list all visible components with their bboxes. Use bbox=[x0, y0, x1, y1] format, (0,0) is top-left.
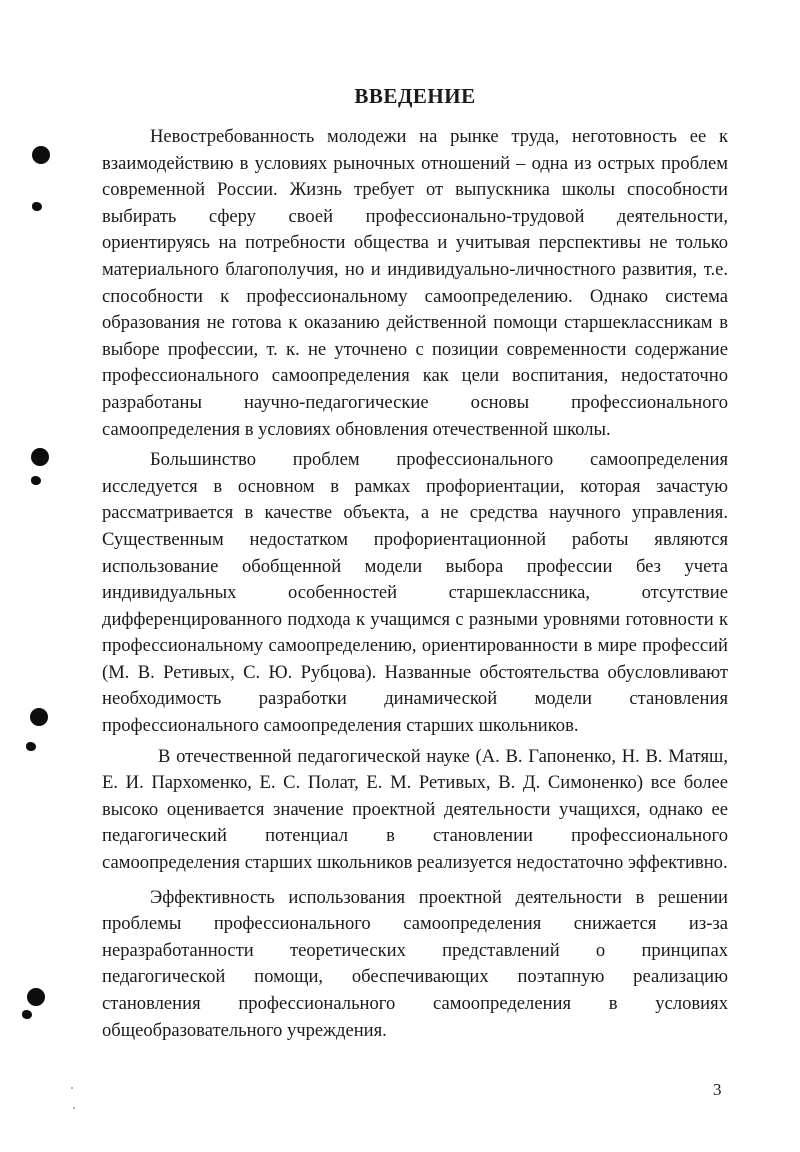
paragraph-2: Большинство проблем профессионального самоопределения исследуется в основном в рамках профориентации, которая зачастую рассматривается в качестве объекта, а не средства научного управления. Существенным недостатком профориентационной работы являются использование обобщенной модели выбора профессии без учета индивидуальных особенностей старшеклассника, отсутствие дифференцированного подхода к учащимся с разными уровнями готовности к профессиональному самоопределению, ориентированности в мире профессий (М. В. Ретивых, С. Ю. Рубцова). Названные обстоятельства обусловливают необходимость разработки динамической модели становления профессионального самоопределения старших школьников. bbox=[102, 449, 728, 737]
punch-hole-mark bbox=[32, 202, 42, 211]
punch-hole-mark bbox=[31, 448, 49, 466]
punch-hole-mark bbox=[26, 742, 36, 751]
paragraph-1: Невостребованность молодежи на рынке труда, неготовность ее к взаимодействию в условиях рыночных отношений – одна из острых проблем современной России. Жизнь требует от выпускника школы способности выбирать сферу своей профессионально-трудовой деятельности, ориентируясь на потребности общества и учитывая перспективы не только материального благополучия, но и индивидуально-личностного развития, т.е. способности к профессиональному самоопределению. Однако система образования не готова к оказанию действенной помощи старшеклассникам в выборе профессии, т. к. не уточнено с позиции современности содержание профессионального самоопределения как цели воспитания, недостаточно разработаны научно-педагогические основы профессионального самоопределения в условиях обновления отечественной школы. bbox=[102, 126, 728, 440]
body-text bbox=[102, 124, 728, 1044]
punch-hole-mark bbox=[31, 476, 41, 485]
paragraph-3: В отечественной педагогической науке (А. В. Гапоненко, Н. В. Матяш, Е. И. Пархоменко, Е. С. Полат, Е. М. Ретивых, В. Д. Симоненко) все более высоко оценивается значение проектной деятельности учащихся, однако ее педагогический потенциал в становлении профессионального самоопределения старших школьников реализуется недостаточно эффективно. bbox=[102, 745, 728, 874]
scan-speck bbox=[73, 1107, 75, 1109]
punch-hole-mark bbox=[27, 988, 45, 1006]
page-title: ВВЕДЕНИЕ bbox=[354, 84, 476, 108]
page-number: 3 bbox=[713, 1080, 722, 1099]
scan-speck bbox=[71, 1087, 73, 1089]
punch-hole-mark bbox=[30, 708, 48, 726]
punch-hole-mark bbox=[22, 1010, 32, 1019]
punch-hole-mark bbox=[32, 146, 50, 164]
paragraph-4: Эффективность использования проектной деятельности в решении проблемы профессионального самоопределения снижается из-за неразработанности теоретических представлений о принципах педагогической помощи, обеспечивающих поэтапную реализацию становления профессионального самоопределения в условиях общеобразовательного учреждения. bbox=[102, 886, 728, 1041]
